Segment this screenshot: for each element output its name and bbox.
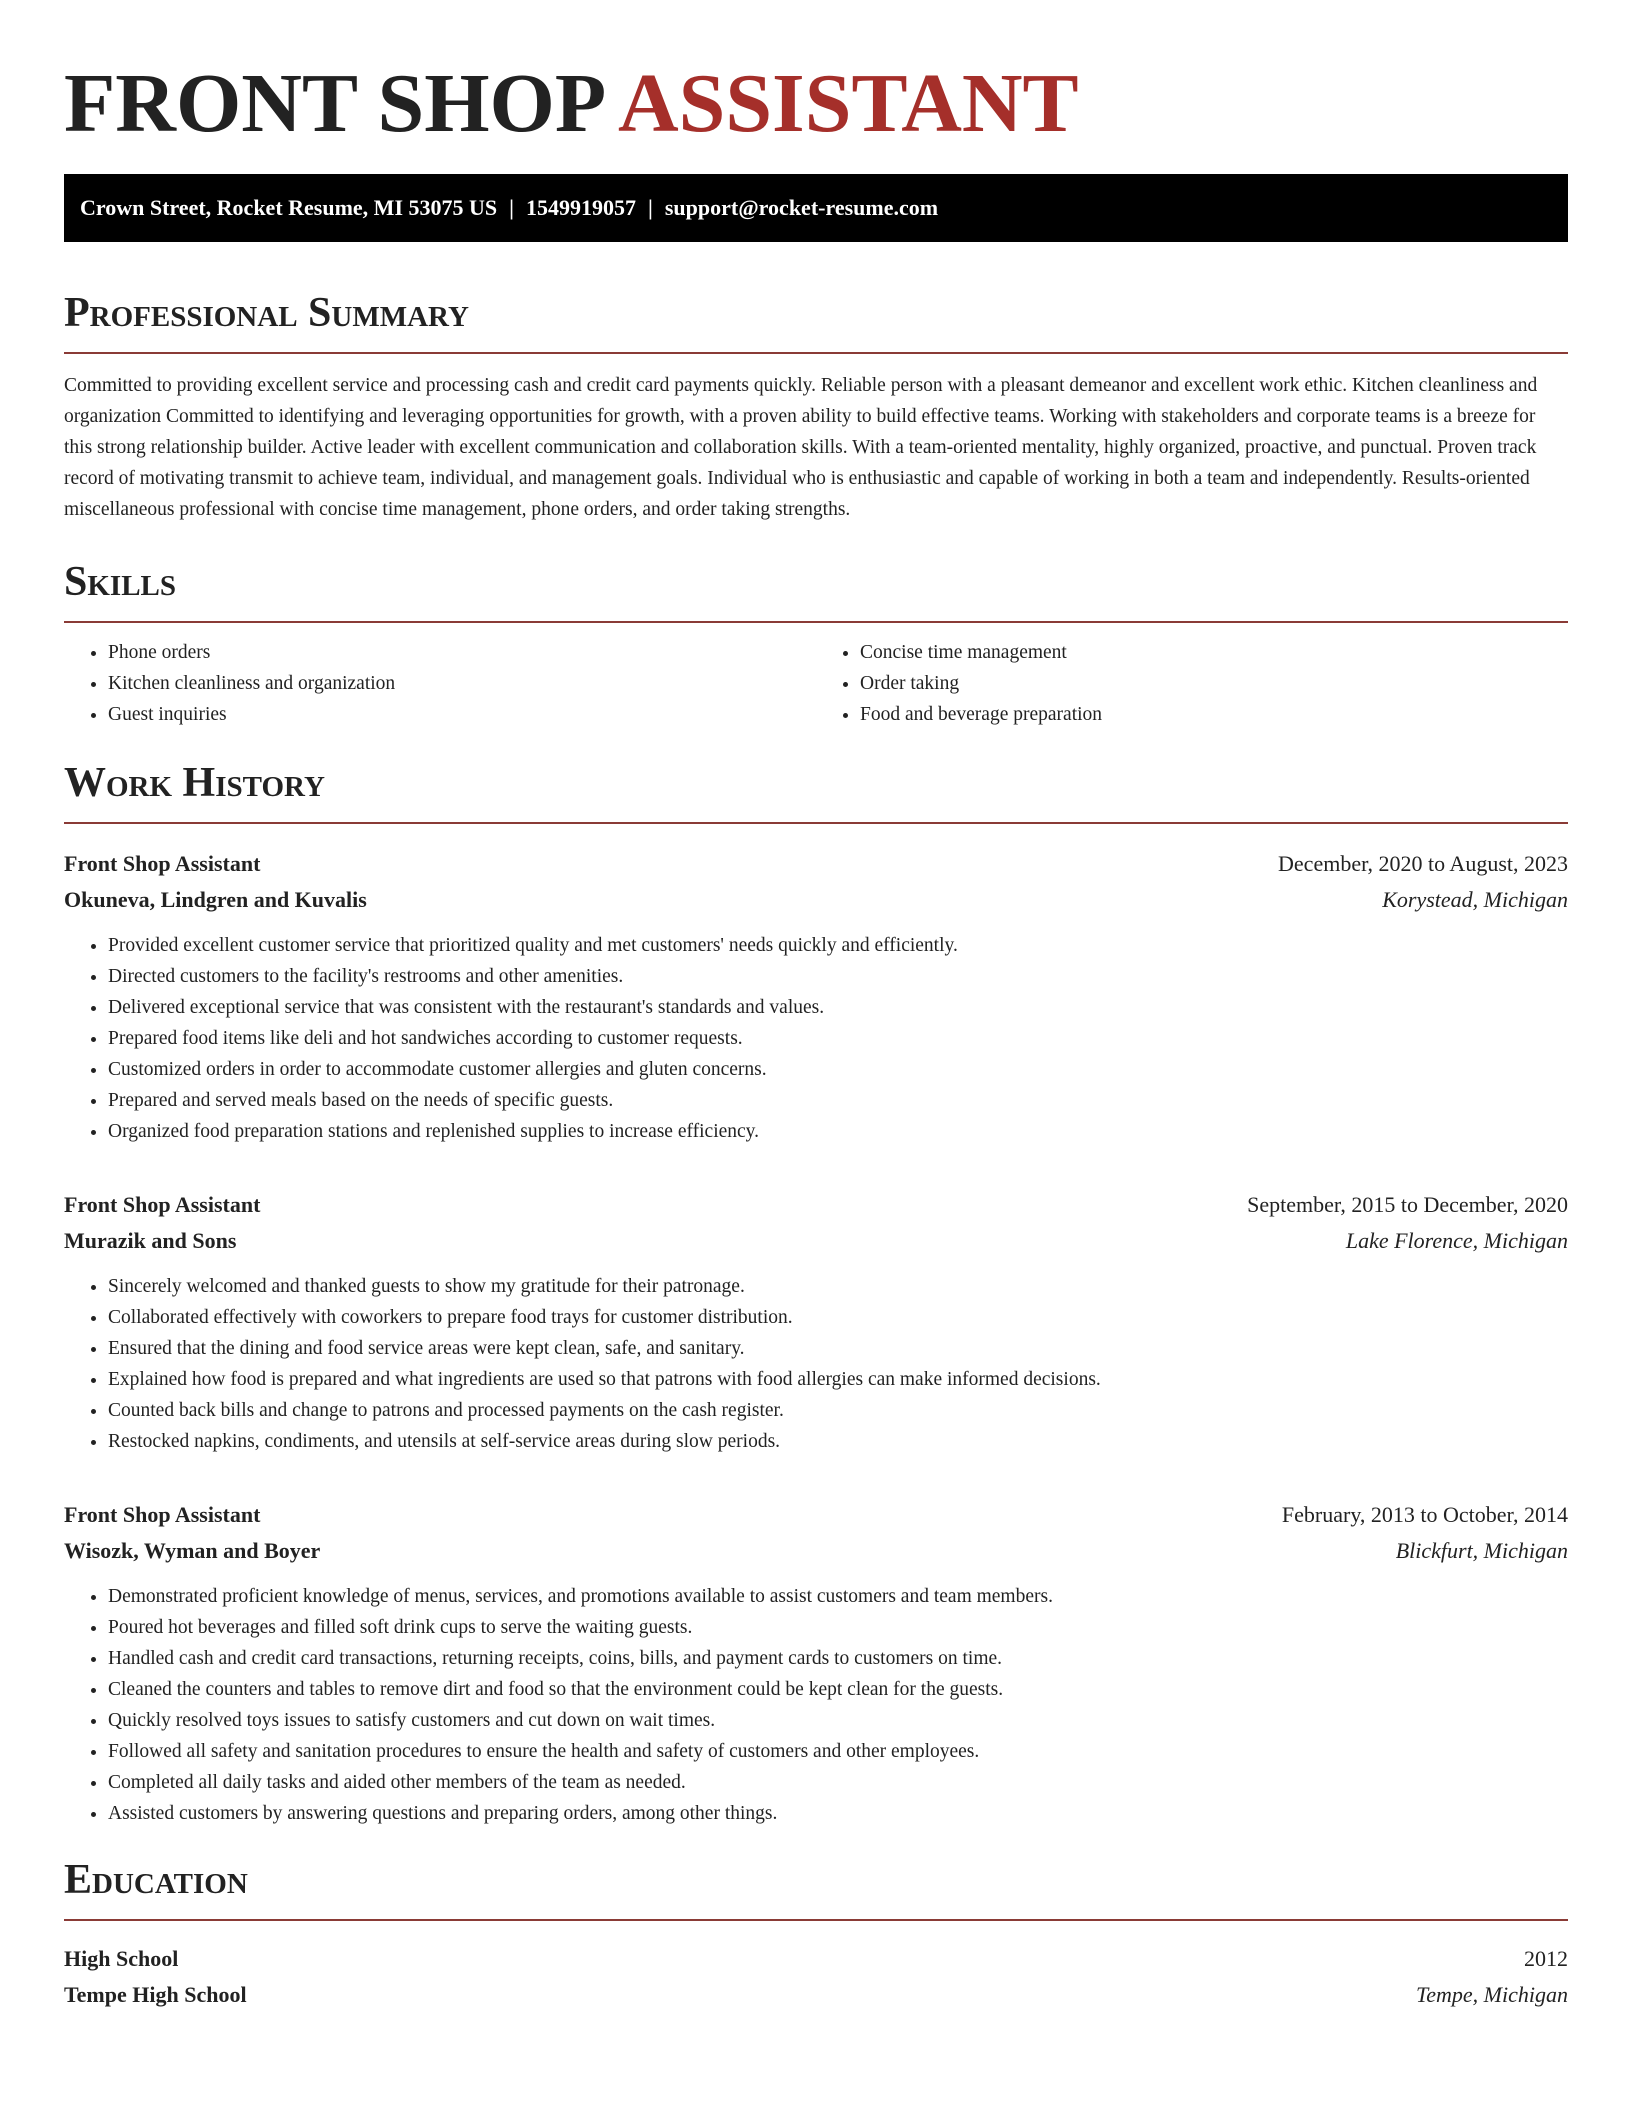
job-position: Front Shop Assistant bbox=[64, 1192, 261, 1217]
job-bullet: • Explained how food is prepared and what ingredients are used so that patrons with food allergies can make informed decisions. bbox=[108, 1364, 1568, 1395]
skill-item: • Food and beverage preparation bbox=[860, 699, 1568, 730]
job-bullets bbox=[64, 930, 1568, 1147]
education-school: Tempe High School bbox=[64, 1982, 247, 2007]
job-bullet: • Cleaned the counters and tables to remove dirt and food so that the environment could be kept clean for the guests. bbox=[108, 1674, 1568, 1705]
job-bullet: • Completed all daily tasks and aided other members of the team as needed. bbox=[108, 1767, 1568, 1798]
job-bullets bbox=[64, 1581, 1568, 1829]
skill-item: • Phone orders bbox=[108, 637, 816, 668]
education-location: Tempe, Michigan bbox=[1416, 1982, 1568, 2007]
job-bullet: • Handled cash and credit card transactions, returning receipts, coins, bills, and payment cards to customers on time. bbox=[108, 1643, 1568, 1674]
job-bullet: • Counted back bills and change to patrons and processed payments on the cash register. bbox=[108, 1395, 1568, 1426]
skills-column-right bbox=[816, 637, 1568, 730]
skill-item: • Order taking bbox=[860, 668, 1568, 699]
job-bullet: • Collaborated effectively with coworkers to prepare food trays for customer distribution. bbox=[108, 1302, 1568, 1333]
job-header bbox=[64, 1497, 1568, 1533]
job-bullet: • Followed all safety and sanitation procedures to ensure the health and safety of customers and other employees. bbox=[108, 1736, 1568, 1767]
job-bullet: • Demonstrated proficient knowledge of menus, services, and promotions available to assist customers and team members. bbox=[108, 1581, 1568, 1612]
job-bullet: • Provided excellent customer service that prioritized quality and met customers' needs quickly and efficiently. bbox=[108, 930, 1568, 961]
job-dates: September, 2015 to December, 2020 bbox=[1247, 1192, 1568, 1217]
job-bullet: • Directed customers to the facility's restrooms and other amenities. bbox=[108, 961, 1568, 992]
job-dates: December, 2020 to August, 2023 bbox=[1278, 851, 1568, 876]
section-divider bbox=[64, 352, 1568, 354]
education-header bbox=[64, 1941, 1568, 1977]
contact-bar bbox=[64, 174, 1568, 242]
section-title-work-history: Work History bbox=[64, 760, 325, 806]
education-entry bbox=[64, 1941, 1568, 2013]
job-entry bbox=[64, 1187, 1568, 1457]
job-bullet: • Assisted customers by answering questions and preparing orders, among other things. bbox=[108, 1798, 1568, 1829]
section-divider bbox=[64, 822, 1568, 824]
job-position: Front Shop Assistant bbox=[64, 851, 261, 876]
job-location: Blickfurt, Michigan bbox=[1395, 1538, 1568, 1563]
job-bullet: • Poured hot beverages and filled soft drink cups to serve the waiting guests. bbox=[108, 1612, 1568, 1643]
job-company: Okuneva, Lindgren and Kuvalis bbox=[64, 887, 367, 912]
skills-column-left bbox=[64, 637, 816, 730]
job-bullet: • Prepared food items like deli and hot sandwiches according to customer requests. bbox=[108, 1023, 1568, 1054]
contact-phone[interactable]: 1549919057 bbox=[526, 195, 636, 220]
education-degree: High School bbox=[64, 1946, 179, 1971]
education-subheader bbox=[64, 1977, 1568, 2013]
skills-list bbox=[64, 637, 1568, 730]
job-dates: February, 2013 to October, 2014 bbox=[1281, 1502, 1568, 1527]
contact-email[interactable]: support@rocket-resume.com bbox=[664, 195, 939, 220]
job-company: Wisozk, Wyman and Boyer bbox=[64, 1538, 321, 1563]
job-subheader bbox=[64, 1533, 1568, 1569]
contact-separator: | bbox=[648, 195, 653, 220]
job-bullet: • Customized orders in order to accommodate customer allergies and gluten concerns. bbox=[108, 1054, 1568, 1085]
job-company: Murazik and Sons bbox=[64, 1228, 237, 1253]
skill-item: • Guest inquiries bbox=[108, 699, 816, 730]
title-second-part: ASSISTANT bbox=[617, 57, 1079, 150]
job-entry bbox=[64, 846, 1568, 1147]
job-header bbox=[64, 1187, 1568, 1223]
job-entry bbox=[64, 1497, 1568, 1829]
skill-item: • Concise time management bbox=[860, 637, 1568, 668]
resume-page bbox=[64, 56, 1568, 2013]
job-header bbox=[64, 846, 1568, 882]
job-position: Front Shop Assistant bbox=[64, 1502, 261, 1527]
job-location: Lake Florence, Michigan bbox=[1345, 1228, 1568, 1253]
section-title-summary: Professional Summary bbox=[64, 290, 469, 336]
job-subheader bbox=[64, 1223, 1568, 1259]
section-divider bbox=[64, 1919, 1568, 1921]
job-bullet: • Delivered exceptional service that was consistent with the restaurant's standards and values. bbox=[108, 992, 1568, 1023]
job-bullet: • Prepared and served meals based on the needs of specific guests. bbox=[108, 1085, 1568, 1116]
job-bullets bbox=[64, 1271, 1568, 1457]
title-first-part: FRONT SHOP bbox=[64, 57, 602, 150]
summary-text: Committed to providing excellent service and processing cash and credit card payments quickly. Reliable person with a pleasant demeanor and excellent work ethic. Kitchen cleanliness and organization Committed to identifying and leveraging opportunities for growth, with a proven ability to build effective teams. Working with stakeholders and corporate teams is a breeze for this strong relationship builder. Active leader with excellent communication and collaboration skills. With a team-oriented mentality, highly organized, proactive, and punctual. Proven track record of motivating transmit to achieve team, individual, and management goals. Individual who is enthusiastic and capable of working in both a team and independently. Results-oriented miscellaneous professional with concise time management, phone orders, and order taking strengths. bbox=[64, 375, 1538, 520]
section-title-education: Education bbox=[64, 1857, 248, 1903]
resume-title bbox=[64, 56, 1568, 152]
education-year: 2012 bbox=[1524, 1946, 1568, 1971]
job-bullet: • Restocked napkins, condiments, and utensils at self-service areas during slow periods. bbox=[108, 1426, 1568, 1457]
contact-separator: | bbox=[509, 195, 514, 220]
job-bullet: • Sincerely welcomed and thanked guests to show my gratitude for their patronage. bbox=[108, 1271, 1568, 1302]
job-bullet: • Organized food preparation stations and replenished supplies to increase efficiency. bbox=[108, 1116, 1568, 1147]
job-bullet: • Quickly resolved toys issues to satisfy customers and cut down on wait times. bbox=[108, 1705, 1568, 1736]
skill-item: • Kitchen cleanliness and organization bbox=[108, 668, 816, 699]
job-bullet: • Ensured that the dining and food service areas were kept clean, safe, and sanitary. bbox=[108, 1333, 1568, 1364]
section-divider bbox=[64, 621, 1568, 623]
contact-address: Crown Street, Rocket Resume, MI 53075 US bbox=[80, 195, 498, 220]
job-subheader bbox=[64, 882, 1568, 918]
section-title-skills: Skills bbox=[64, 559, 177, 605]
job-location: Korystead, Michigan bbox=[1382, 887, 1568, 912]
